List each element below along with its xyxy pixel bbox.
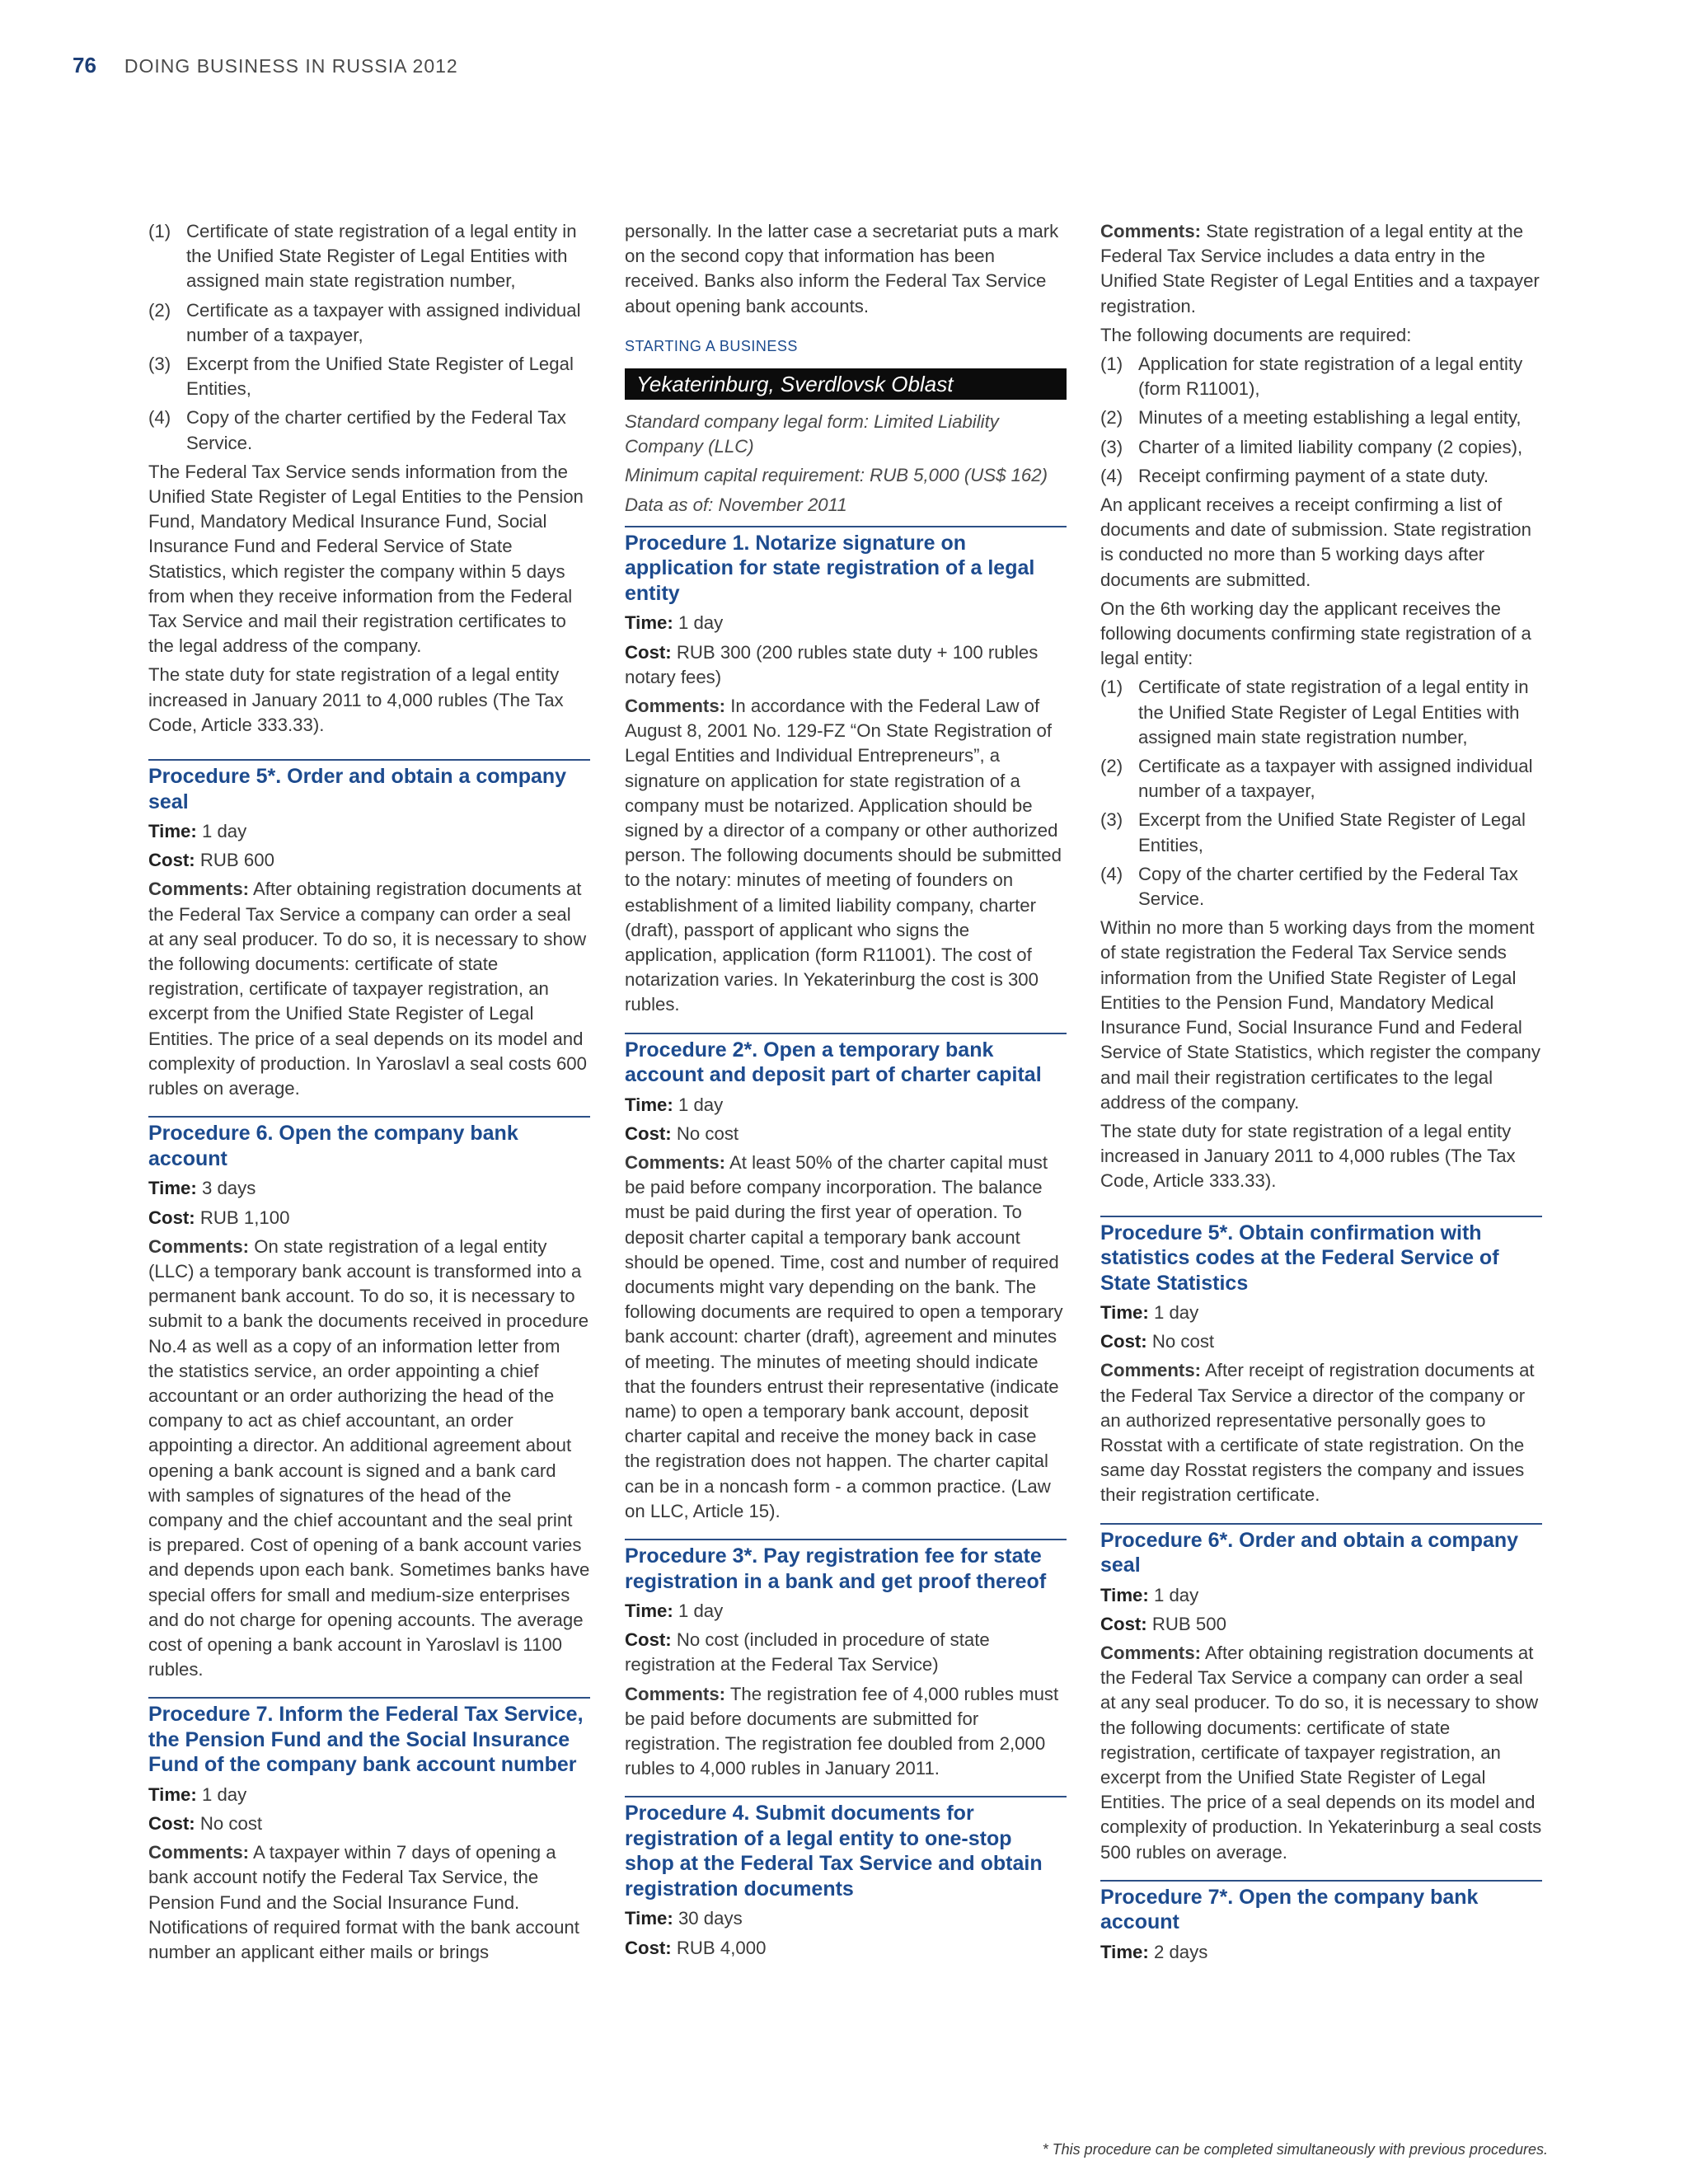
procedure-cost [625,1628,1067,1677]
procedure-4 [625,1796,1067,1960]
procedure-time [1100,1301,1542,1325]
time-value: 1 day [201,1783,247,1805]
cost-value: RUB 4,000 [676,1937,767,1958]
procedure-comments [625,1151,1067,1524]
procedure-1 [625,526,1067,1018]
minimum-capital: Minimum capital requirement: RUB 5,000 (US$ 162) [625,465,1048,486]
procedure-title: Procedure 1. Notarize signature on application for state registration of a legal entity [625,531,1035,605]
page-number: 76 [73,53,96,77]
cost-label: Cost: [1100,1331,1147,1352]
comments-label: Comments: [625,1683,726,1704]
list-item [1100,862,1542,912]
time-label: Time: [625,1094,673,1115]
list-number: (1) [1100,677,1123,698]
time-value: 1 day [678,1601,724,1622]
procedure-comments [625,694,1067,1018]
comments-label: Comments: [1100,1360,1202,1381]
procedure-7-yaroslavl [148,1697,590,1965]
list-number: (4) [1100,863,1123,884]
paragraph: The state duty for state registration of a legal entity increased in January 2011 to 4,000 rubles (The Tax Code, Article 333.33). [148,664,564,735]
cost-value: No cost [199,1813,263,1835]
time-value: 1 day [1153,1584,1199,1605]
list-number: (3) [1100,436,1123,457]
list-text: Copy of the charter certified by the Federal Tax Service. [186,407,566,453]
procedure-title: Procedure 3*. Pay registration fee for state registration in a bank and get proof thereof [625,1544,1047,1593]
procedure-cost [1100,1612,1542,1637]
procedure-3 [625,1539,1067,1781]
procedure-title: Procedure 7*. Open the company bank account [1100,1885,1479,1934]
footnote: * This procedure can be completed simultaneously with previous procedures. [1042,2141,1548,2158]
procedure-time [625,1093,1067,1118]
procedure-time [148,819,590,844]
procedure-cost [1100,1329,1542,1354]
comments-label: Comments: [148,879,250,900]
procedure-cost [148,1206,590,1230]
comments-text: In accordance with the Federal Law of August 8, 2001 No. 129-FZ “On State Registration of Legal Entities and Individual Entrepreneurs”, a signature on application for state registration of a company must be notarized. Application should be signed by a director of a company or other authorized person. The following documents should be submitted to the notary: minutes of meeting of founders on establishment of a limited liability company, charter (draft), passport of applicant who signs the application, application (form R11001). The cost of notarization varies. In Yekaterinburg the cost is 300 rubles. [625,695,1062,1015]
list-number: (1) [1100,354,1123,375]
list-text: Certificate of state registration of a legal entity in the Unified State Register of Legal Entities with assigned main state registration number, [1138,677,1529,748]
time-value: 3 days [201,1178,256,1199]
list-text: Charter of a limited liability company (2 copies), [1138,436,1523,457]
time-label: Time: [625,1601,673,1622]
comments-text: The registration fee of 4,000 rubles must be paid before documents are submitted for registration. The registration fee doubled from 2,000 rubles to 4,000 rubles in January 2011. [625,1683,1059,1779]
time-value: 30 days [678,1908,743,1929]
cost-label: Cost: [625,1629,672,1651]
procedure-comments [1100,1641,1542,1865]
time-label: Time: [1100,1302,1149,1324]
paragraph: Within no more than 5 working days from the moment of state registration the Federal Tax Service sends information from the Unified State Register of Legal Entities to the Pension Fund, Mandatory Medical Insurance Fund, Social Insurance Fund and Federal Service of State Statistics, which register the company and mail their registration certificates to the legal address of the company. [1100,917,1540,1113]
cost-value: No cost (included in procedure of state registration at the Federal Tax Service) [625,1629,990,1675]
procedure-title: Procedure 5*. Obtain confirmation with statistics codes at the Federal Service of State Statistics [1100,1221,1499,1295]
procedure-comments [625,1682,1067,1782]
procedure-title: Procedure 7. Inform the Federal Tax Service, the Pension Fund and the Social Insurance Fund of the company bank account number [148,1703,584,1777]
list-item [1100,435,1542,460]
list-text: Certificate of state registration of a legal entity in the Unified State Register of Legal Entities with assigned main state registration number, [186,221,577,292]
list-text: Excerpt from the Unified State Register of Legal Entities, [1138,809,1526,855]
cost-value: No cost [1151,1331,1215,1352]
time-value: 1 day [201,821,247,842]
comments-text: After obtaining registration documents at the Federal Tax Service a company can order a seal at any seal producer. To do so, it is necessary to show the following documents: certificate of state registration, certificate of taxpayer registration, an excerpt from the Unified State Register of Legal Entities. The price of a seal depends on its model and complexity of production. In Yekaterinburg a seal costs 500 rubles on average. [1100,1643,1542,1863]
time-label: Time: [625,612,673,634]
list-text: Excerpt from the Unified State Register of Legal Entities, [186,354,574,400]
procedure-2 [625,1033,1067,1524]
procedure-comments [148,877,590,1101]
procedure-5 [1100,1216,1542,1508]
cost-label: Cost: [148,1207,195,1228]
paragraph: personally. In the latter case a secretariat puts a mark on the second copy that information has been received. Banks also inform the Federal Tax Service about opening bank accounts. [625,221,1059,316]
list-number: (4) [1100,465,1123,486]
list-number: (2) [1100,407,1123,429]
procedure-title: Procedure 4. Submit documents for registration of a legal entity to one-stop shop at the Federal Tax Service and obtain registration documents [625,1802,1043,1900]
list-item [1100,808,1542,857]
cost-value: RUB 500 [1151,1613,1226,1634]
procedure-time [625,1599,1067,1624]
time-label: Time: [1100,1941,1149,1962]
list-item [148,219,590,294]
column-1 [148,219,590,1969]
list-item [1100,464,1542,489]
time-label: Time: [148,1783,197,1805]
time-value: 1 day [678,612,724,634]
list-text: Copy of the charter certified by the Federal Tax Service. [1138,863,1518,910]
comments-label: Comments: [1100,1643,1202,1664]
list-text: Receipt confirming payment of a state duty. [1138,465,1489,486]
procedure-6-yaroslavl [148,1116,590,1682]
procedure-title: Procedure 6*. Order and obtain a company seal [1100,1528,1519,1577]
section-label: STARTING A BUSINESS [625,337,798,354]
cost-value: RUB 300 (200 rubles state duty + 100 rubles notary fees) [625,641,1039,687]
procedure-cost [625,1936,1067,1961]
list-text: Certificate as a taxpayer with assigned individual number of a taxpayer, [186,299,581,345]
cost-label: Cost: [148,850,195,871]
procedure-title: Procedure 2*. Open a temporary bank account and deposit part of charter capital [625,1038,1042,1087]
time-value: 2 days [1153,1941,1208,1962]
procedure-time [148,1783,590,1807]
procedure-cost [148,848,590,873]
procedure-cost [148,1811,590,1836]
list-number: (1) [148,221,171,241]
procedure-time [148,1176,590,1201]
cost-value: RUB 1,100 [199,1207,290,1228]
paragraph: The Federal Tax Service sends information from the Unified State Register of Legal Entities to the Pension Fund, Mandatory Medical Insurance Fund, Social Insurance Fund and Federal Service of State Statistics, which register the company within 5 days from when they receive information from the Federal Tax Service and mail their registration certificates to the legal address of the company. [148,461,584,657]
comments-label: Comments: [625,695,726,716]
procedure-time [1100,1940,1542,1965]
paragraph: On the 6th working day the applicant receives the following documents confirming state registration of a legal entity: [1100,598,1531,669]
procedure-time [625,611,1067,635]
procedure-time [625,1906,1067,1931]
list-number: (3) [148,354,171,375]
cost-label: Cost: [625,1937,672,1958]
procedure-6 [1100,1523,1542,1865]
column-2 [625,219,1067,1965]
comments-text: After receipt of registration documents at the Federal Tax Service a director of the company or an authorized representative personally goes to Rosstat with a certificate of state registration. On the same day Rosstat registers the company and issues their registration certificate. [1100,1360,1535,1506]
procedure-comments [148,1235,590,1683]
list-number: (2) [148,299,171,321]
procedure-5-yaroslavl [148,759,590,1101]
list-item [1100,405,1542,430]
procedure-comments [1100,219,1542,319]
certificates-list [148,219,590,456]
time-label: Time: [1100,1584,1149,1605]
column-3 [1100,219,1542,1969]
comments-label: Comments: [625,1151,726,1173]
list-item [1100,675,1542,750]
certificates-list [1100,675,1542,912]
cost-label: Cost: [1100,1613,1147,1634]
procedure-comments [148,1840,590,1965]
comments-text: On state registration of a legal entity (LLC) a temporary bank account is transformed into a permanent bank account. To do so, it is necessary to submit to a bank the documents received in procedure No.4 as well as a copy of an information letter from the statistics service, an order appointing a chief accountant or an order authorizing the head of the company to act as chief accountant, an order appointing a director. An additional agreement about opening a bank account is signed and a bank card with samples of signatures of the head of the company and the chief accountant and the seal print is prepared. Cost of opening of a bank account varies and depends upon each bank. Sometimes banks have special offers for small and medium-size enterprises and do not charge for opening accounts. The average cost of opening a bank account in Yaroslavl is 1100 rubles. [148,1235,590,1680]
running-title: DOING BUSINESS IN RUSSIA 2012 [124,55,458,77]
cost-label: Cost: [625,1122,672,1144]
list-number: (4) [148,407,171,429]
procedure-time [1100,1583,1542,1608]
page-header [73,53,458,78]
list-text: Minutes of a meeting establishing a legal entity, [1138,407,1522,429]
data-as-of: Data as of: November 2011 [625,494,847,515]
paragraph: An applicant receives a receipt confirming a list of documents and date of submission. State registration is conducted no more than 5 working days after documents are submitted. [1100,494,1531,590]
comments-text: A taxpayer within 7 days of opening a bank account notify the Federal Tax Service, the Pension Fund and the Social Insurance Fund. Notifications of required format with the bank account number an applicant either mails or brings [148,1842,579,1963]
required-documents-list [1100,352,1542,489]
city-heading: Yekaterinburg, Sverdlovsk Oblast [625,368,1067,400]
procedure-cost [625,1122,1067,1146]
comments-label: Comments: [148,1842,250,1863]
comments-label: Comments: [1100,221,1202,241]
comments-label: Comments: [148,1235,250,1257]
legal-form: Standard company legal form: Limited Liability Company (LLC) [625,411,999,457]
time-label: Time: [148,821,197,842]
time-value: 1 day [1153,1302,1199,1324]
time-label: Time: [148,1178,197,1199]
comments-text: State registration of a legal entity at the Federal Tax Service includes a data entry in the Unified State Register of Legal Entities and a taxpayer registration. [1100,221,1540,316]
procedure-title: Procedure 6. Open the company bank account [148,1122,518,1170]
paragraph: The state duty for state registration of a legal entity increased in January 2011 to 4,000 rubles (The Tax Code, Article 333.33). [1100,1120,1516,1192]
comments-text: At least 50% of the charter capital must be paid before company incorporation. The balance must be paid during the first year of operation. To deposit charter capital a temporary bank account should be opened. Time, cost and number of required documents might vary depending on the bank. The following documents are required to open a temporary bank account: charter (draft), agreement and minutes of meeting. The minutes of meeting should indicate that the founders entrust their representative (indicate name) to open a temporary bank account, deposit charter capital and receive the money back in case the registration does not happen. The charter capital can be in a noncash form - a common practice. (Law on LLC, Article 15). [625,1151,1063,1521]
list-text: Certificate as a taxpayer with assigned individual number of a taxpayer, [1138,756,1533,802]
cost-label: Cost: [148,1813,195,1835]
list-item [1100,352,1542,401]
procedure-title: Procedure 5*. Order and obtain a company seal [148,765,567,813]
procedure-comments [1100,1358,1542,1507]
procedure-cost [625,640,1067,690]
list-item [148,352,590,401]
paragraph: The following documents are required: [1100,324,1412,345]
time-value: 1 day [678,1094,724,1115]
cost-value: RUB 600 [199,850,274,871]
list-item [1100,754,1542,804]
list-number: (3) [1100,809,1123,831]
list-number: (2) [1100,756,1123,777]
list-item [148,298,590,348]
time-label: Time: [625,1908,673,1929]
list-text: Application for state registration of a legal entity (form R11001), [1138,354,1523,400]
procedure-7 [1100,1880,1542,1965]
comments-text: After obtaining registration documents at the Federal Tax Service a company can order a seal at any seal producer. To do so, it is necessary to show the following documents: certificate of state registration, certificate of taxpayer registration, an excerpt from the Unified State Register of Legal Entities. The price of a seal depends on its model and complexity of production. In Yaroslavl a seal costs 600 rubles on average. [148,879,587,1099]
cost-label: Cost: [625,641,672,663]
cost-value: No cost [676,1122,739,1144]
list-item [148,405,590,455]
